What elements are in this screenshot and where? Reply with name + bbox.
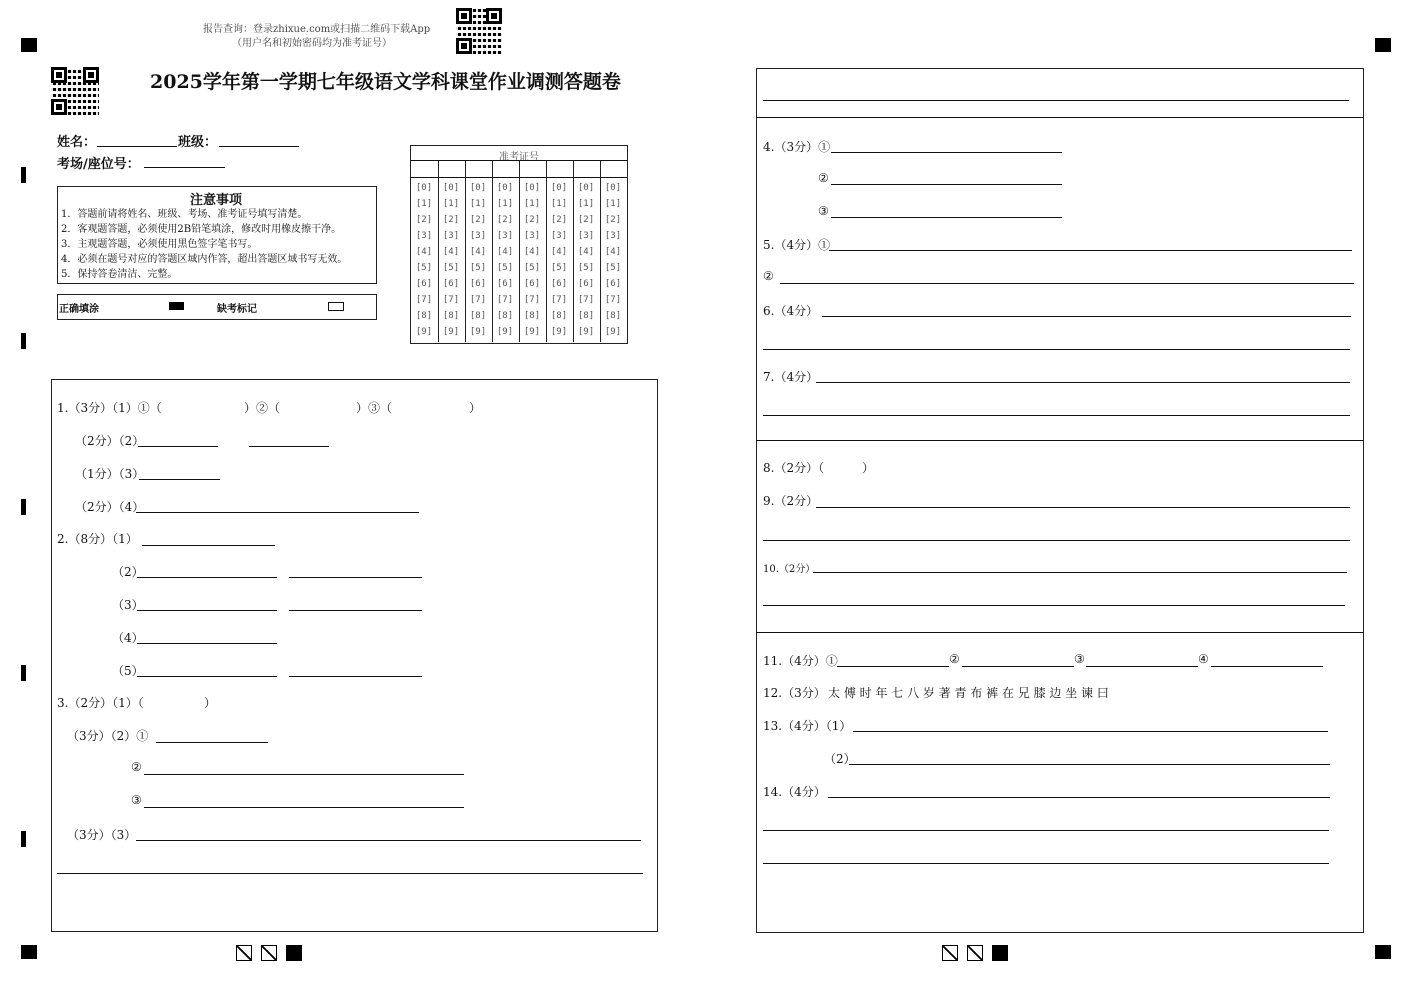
exam-id-bubble[interactable]: [0] <box>577 183 595 193</box>
exam-id-bubble[interactable]: [7] <box>550 295 568 305</box>
q11-d-label: ④ <box>1198 652 1209 666</box>
exam-id-bubble[interactable]: [6] <box>496 279 514 289</box>
q1-part-b: ）②（ <box>244 401 281 415</box>
exam-id-bubble[interactable]: [2] <box>550 215 568 225</box>
exam-id-bubble[interactable]: [8] <box>523 311 541 321</box>
q6-answer-a[interactable] <box>822 316 1351 317</box>
qr-code-icon <box>51 67 99 115</box>
side-mark <box>21 831 26 847</box>
exam-id-bubble[interactable]: [4] <box>604 247 622 257</box>
page-marker-hatched <box>261 945 277 961</box>
exam-id-bubble[interactable]: [2] <box>415 215 433 225</box>
q11-b-label: ② <box>949 652 960 666</box>
exam-id-bubble[interactable]: [6] <box>523 279 541 289</box>
exam-id-bubble[interactable]: [5] <box>496 263 514 273</box>
q1-4-answer[interactable] <box>136 512 419 513</box>
name-field[interactable] <box>97 146 177 147</box>
report-line-2: （用户名和初始密码均为准考证号） <box>232 38 392 49</box>
q6-label: 6.（4分） <box>763 304 819 318</box>
page-marker-hatched <box>236 945 252 961</box>
exam-id-bubble[interactable]: [5] <box>550 263 568 273</box>
exam-id-bubble[interactable]: [9] <box>550 327 568 337</box>
exam-id-bubble[interactable]: [6] <box>442 279 460 289</box>
q10-answer-a[interactable] <box>813 572 1347 573</box>
q11-answer-2[interactable] <box>962 666 1074 667</box>
q3-3-answer-a[interactable] <box>136 840 641 841</box>
exam-id-bubble[interactable]: [0] <box>442 183 460 193</box>
exam-grid-column-rule <box>492 161 493 342</box>
notice-item: 2．客观题答题，必须使用2B铅笔填涂，修改时用橡皮擦干净。 <box>61 224 342 235</box>
q3-3-label: （3分）（3） <box>67 828 137 842</box>
exam-id-bubble[interactable]: [2] <box>496 215 514 225</box>
report-line-1: 报告查询：登录zhixue.com或扫描二维码下载App <box>203 24 431 35</box>
q5-label: 5.（4分）① <box>763 238 831 252</box>
exam-id-bubble[interactable]: [9] <box>469 327 487 337</box>
q7-answer-b[interactable] <box>763 415 1350 416</box>
exam-id-bubble[interactable]: [3] <box>604 231 622 241</box>
q2-5-answer-a[interactable] <box>137 676 277 677</box>
page-marker-solid <box>992 945 1008 961</box>
q2-5-answer-b[interactable] <box>289 676 422 677</box>
absent-mark-checkbox[interactable] <box>328 302 344 311</box>
exam-id-heading: 准考证号 <box>499 152 539 163</box>
q6-answer-b[interactable] <box>763 349 1350 350</box>
exam-id-bubble[interactable]: [3] <box>469 231 487 241</box>
exam-id-bubble[interactable]: [7] <box>604 295 622 305</box>
seat-label: 考场/座位号： <box>57 157 140 172</box>
exam-id-bubble[interactable]: [8] <box>604 311 622 321</box>
right-answer-box <box>756 68 1364 933</box>
exam-id-bubble[interactable]: [3] <box>577 231 595 241</box>
side-mark <box>21 333 26 349</box>
exam-id-bubble[interactable]: [0] <box>604 183 622 193</box>
q2-3-answer-b[interactable] <box>289 610 422 611</box>
notice-item: 5．保持答卷清洁、完整。 <box>61 269 178 280</box>
q2-label: 2.（8分）（1） <box>57 532 138 546</box>
exam-id-bubble[interactable]: [1] <box>442 199 460 209</box>
q11-answer-3[interactable] <box>1086 666 1198 667</box>
q12-label: 12.（3分） <box>763 686 826 700</box>
name-label: 姓名： <box>57 135 97 150</box>
exam-id-bubble[interactable]: [0] <box>469 183 487 193</box>
exam-id-bubble[interactable]: [4] <box>469 247 487 257</box>
q2-3-answer-a[interactable] <box>137 610 277 611</box>
exam-id-bubble[interactable]: [2] <box>442 215 460 225</box>
exam-id-bubble[interactable]: [9] <box>577 327 595 337</box>
exam-id-bubble[interactable]: [5] <box>604 263 622 273</box>
side-mark <box>21 665 26 681</box>
page-marker-solid <box>286 945 302 961</box>
exam-id-bubble[interactable]: [4] <box>415 247 433 257</box>
exam-id-bubble[interactable]: [3] <box>523 231 541 241</box>
exam-grid-column-rule <box>546 161 547 342</box>
q2-1-answer[interactable] <box>142 545 275 546</box>
q4-label: 4.（3分）① <box>763 140 831 154</box>
q10-answer-b[interactable] <box>763 605 1345 606</box>
timing-mark-tl <box>21 38 37 52</box>
q1-2-label: （2分）（2） <box>75 434 145 448</box>
exam-id-bubble[interactable]: [9] <box>604 327 622 337</box>
exam-id-bubble[interactable]: [2] <box>604 215 622 225</box>
q8-close: ） <box>862 461 875 475</box>
exam-id-bubble[interactable]: [1] <box>496 199 514 209</box>
exam-id-bubble[interactable]: [8] <box>469 311 487 321</box>
right-top-answer[interactable] <box>763 100 1349 101</box>
q8-label: 8.（2分）（ <box>763 461 825 475</box>
notice-item: 4．必须在题号对应的答题区域内作答，超出答题区域书写无效。 <box>61 254 348 265</box>
exam-id-bubble[interactable]: [1] <box>577 199 595 209</box>
q13-1-answer[interactable] <box>853 731 1328 732</box>
exam-grid-column-rule <box>573 161 574 342</box>
exam-id-bubble[interactable]: [4] <box>442 247 460 257</box>
q4-answer-2[interactable] <box>831 184 1062 185</box>
q3-2-answer-1[interactable] <box>156 742 268 743</box>
left-answer-box <box>51 379 658 932</box>
exam-id-bubble[interactable]: [6] <box>469 279 487 289</box>
q14-answer-a[interactable] <box>828 797 1330 798</box>
exam-id-bubble[interactable]: [9] <box>496 327 514 337</box>
exam-id-bubble[interactable]: [1] <box>604 199 622 209</box>
exam-id-bubble[interactable]: [3] <box>496 231 514 241</box>
q1-part-c: ）③（ <box>356 401 393 415</box>
class-field[interactable] <box>219 146 299 147</box>
notice-item: 3．主观题答题，必须使用黑色签字笔书写。 <box>61 239 258 250</box>
q7-label: 7.（4分） <box>763 370 819 384</box>
q1-2-answer-a[interactable] <box>138 446 218 447</box>
exam-id-bubble[interactable]: [3] <box>550 231 568 241</box>
exam-id-bubble[interactable]: [8] <box>496 311 514 321</box>
exam-id-bubble[interactable]: [1] <box>469 199 487 209</box>
exam-id-bubble[interactable]: [3] <box>415 231 433 241</box>
q13-label: 13.（4分）（1） <box>763 719 852 733</box>
exam-id-bubble[interactable]: [1] <box>550 199 568 209</box>
exam-grid-column-rule <box>438 161 439 342</box>
q5-b-label: ② <box>763 269 774 283</box>
exam-id-bubble[interactable]: [5] <box>469 263 487 273</box>
q4-c-label: ③ <box>818 204 829 218</box>
timing-mark-br <box>1375 945 1391 959</box>
exam-id-bubble[interactable]: [0] <box>496 183 514 193</box>
exam-id-bubble[interactable]: [6] <box>577 279 595 289</box>
absent-mark-label: 缺考标记 <box>217 304 257 315</box>
notice-item: 1．答题前请将姓名、班级、考场、准考证号填写清楚。 <box>61 209 308 220</box>
exam-id-bubble[interactable]: [0] <box>523 183 541 193</box>
side-mark <box>21 167 26 183</box>
q11-answer-1[interactable] <box>837 666 949 667</box>
exam-id-bubble[interactable]: [0] <box>550 183 568 193</box>
exam-id-bubble[interactable]: [7] <box>523 295 541 305</box>
page-marker-hatched <box>967 945 983 961</box>
q3-2-answer-3[interactable] <box>144 807 464 808</box>
exam-id-bubble[interactable]: [3] <box>442 231 460 241</box>
notice-heading: 注意事项 <box>190 193 243 208</box>
q9-answer-a[interactable] <box>816 507 1350 508</box>
exam-id-bubble[interactable]: [2] <box>469 215 487 225</box>
side-mark <box>21 499 26 515</box>
exam-id-bubble[interactable]: [7] <box>496 295 514 305</box>
exam-grid-column-rule <box>519 161 520 342</box>
q1-4-label: （2分）（4） <box>75 500 145 514</box>
timing-mark-tr <box>1375 38 1391 52</box>
q1-2-answer-b[interactable] <box>249 446 329 447</box>
q3-label: 3.（2分）（1）（ <box>57 696 144 710</box>
exam-id-bubble[interactable]: [7] <box>577 295 595 305</box>
q2-2-answer-a[interactable] <box>137 577 277 578</box>
q1-3-answer[interactable] <box>139 479 220 480</box>
correct-fill-sample <box>169 302 184 310</box>
correct-fill-label: 正确填涂 <box>59 304 99 315</box>
q10-label: 10.（2分） <box>763 564 816 575</box>
qr-code-icon <box>456 8 502 54</box>
q11-label: 11.（4分）① <box>763 654 838 668</box>
page-title: 2025学年第一学期七年级语文学科课堂作业调测答题卷 <box>150 71 621 93</box>
exam-id-bubble[interactable]: [8] <box>415 311 433 321</box>
exam-id-bubble[interactable]: [4] <box>496 247 514 257</box>
q4-answer-1[interactable] <box>831 152 1062 153</box>
q2-5-label: （5） <box>112 664 144 678</box>
page-marker-hatched <box>942 945 958 961</box>
exam-id-bubble[interactable]: [9] <box>415 327 433 337</box>
q11-c-label: ③ <box>1074 652 1085 666</box>
exam-id-bubble[interactable]: [6] <box>415 279 433 289</box>
exam-id-bubble[interactable]: [0] <box>415 183 433 193</box>
q14-answer-c[interactable] <box>763 863 1329 864</box>
seat-field[interactable] <box>144 167 225 168</box>
exam-id-bubble[interactable]: [8] <box>442 311 460 321</box>
q1-label: 1.（3分）（1）①（ <box>57 401 162 415</box>
q3-2-label: （3分）（2）① <box>67 729 149 743</box>
exam-id-bubble[interactable]: [4] <box>550 247 568 257</box>
section-divider <box>756 440 1363 441</box>
q2-2-answer-b[interactable] <box>289 577 422 578</box>
exam-id-bubble[interactable]: [6] <box>550 279 568 289</box>
exam-id-bubble[interactable]: [5] <box>442 263 460 273</box>
q13-2-answer[interactable] <box>849 764 1330 765</box>
q5-answer-2[interactable] <box>780 283 1354 284</box>
q12-characters[interactable]: 太 傅 时 年 七 八 岁 著 青 布 裤 在 兄 膝 边 坐 谏 曰 <box>828 686 1109 700</box>
exam-id-bubble[interactable]: [4] <box>577 247 595 257</box>
q14-answer-b[interactable] <box>763 830 1329 831</box>
q11-answer-4[interactable] <box>1211 666 1323 667</box>
exam-id-bubble[interactable]: [9] <box>442 327 460 337</box>
class-label: 班级： <box>178 135 218 150</box>
q9-answer-b[interactable] <box>763 540 1350 541</box>
q2-3-label: （3） <box>112 598 144 612</box>
q3-3-answer-b[interactable] <box>57 873 643 874</box>
exam-id-bubble[interactable]: [8] <box>577 311 595 321</box>
q4-b-label: ② <box>818 171 829 185</box>
q5-answer-1[interactable] <box>829 250 1352 251</box>
exam-id-bubble[interactable]: [7] <box>442 295 460 305</box>
exam-id-bubble[interactable]: [2] <box>577 215 595 225</box>
exam-id-bubble[interactable]: [9] <box>523 327 541 337</box>
q2-4-label: （4） <box>112 631 144 645</box>
q3-close: ） <box>204 696 217 710</box>
exam-id-bubble[interactable]: [1] <box>523 199 541 209</box>
q9-label: 9.（2分） <box>763 494 819 508</box>
exam-id-bubble[interactable]: [2] <box>523 215 541 225</box>
exam-id-bubble[interactable]: [5] <box>577 263 595 273</box>
exam-grid-column-rule <box>600 161 601 342</box>
exam-grid-column-rule <box>465 161 466 342</box>
exam-id-bubble[interactable]: [7] <box>415 295 433 305</box>
q7-answer-a[interactable] <box>816 382 1350 383</box>
q4-answer-3[interactable] <box>831 217 1062 218</box>
section-divider <box>756 117 1363 118</box>
exam-id-bubble[interactable]: [1] <box>415 199 433 209</box>
q2-4-answer[interactable] <box>137 643 277 644</box>
exam-id-bubble[interactable]: [7] <box>469 295 487 305</box>
section-divider <box>756 632 1363 633</box>
q1-3-label: （1分）（3） <box>75 467 145 481</box>
q1-part-d: ） <box>469 401 482 415</box>
q3-2b-label: ② <box>131 760 142 774</box>
q13-2-label: （2） <box>824 752 856 766</box>
q3-2-answer-2[interactable] <box>144 774 464 775</box>
exam-id-bubble[interactable]: [6] <box>604 279 622 289</box>
exam-id-bubble[interactable]: [5] <box>415 263 433 273</box>
exam-id-bubble[interactable]: [8] <box>550 311 568 321</box>
exam-id-bubble[interactable]: [5] <box>523 263 541 273</box>
q3-2c-label: ③ <box>131 793 142 807</box>
exam-id-bubble[interactable]: [4] <box>523 247 541 257</box>
q14-label: 14.（4分） <box>763 785 826 799</box>
q2-2-label: （2） <box>112 565 144 579</box>
timing-mark-bl <box>21 945 37 959</box>
